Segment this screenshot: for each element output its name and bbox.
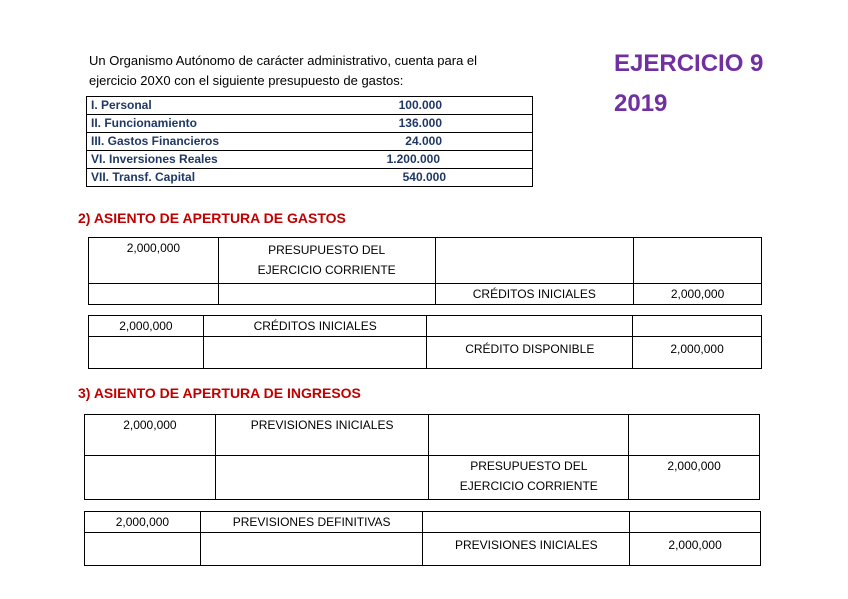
budget-amount: 136.000 (316, 115, 533, 133)
credit-amount: 2,000,000 (634, 284, 762, 305)
debit-account-line-2: EJERCICIO CORRIENTE (257, 263, 396, 277)
empty-cell (429, 415, 629, 456)
empty-cell (89, 337, 204, 369)
budget-amount: 24.000 (316, 133, 533, 151)
debit-account: PREVISIONES INICIALES (215, 415, 429, 456)
credit-account (429, 456, 629, 500)
debit-amount: 2,000,000 (85, 415, 216, 456)
credit-amount: 2,000,000 (629, 456, 760, 500)
empty-cell (203, 337, 427, 369)
empty-cell (85, 456, 216, 500)
budget-label: II. Funcionamiento (87, 115, 317, 133)
credit-account: CRÉDITO DISPONIBLE (427, 337, 633, 369)
budget-row (87, 169, 533, 187)
exercise-title-line-1: EJERCICIO 9 (614, 50, 764, 77)
empty-cell (200, 533, 423, 566)
section-2-heading: 2) ASIENTO DE APERTURA DE GASTOS (78, 210, 346, 226)
journal-entry-ingresos-2 (84, 511, 761, 566)
empty-cell (423, 512, 630, 533)
empty-cell (427, 316, 633, 337)
budget-table (86, 96, 533, 187)
empty-cell (633, 316, 762, 337)
journal-entry-ingresos-1 (84, 414, 760, 500)
debit-amount: 2,000,000 (85, 512, 201, 533)
section-3-heading: 3) ASIENTO DE APERTURA DE INGRESOS (78, 385, 361, 401)
journal-entry-gastos-1 (88, 237, 762, 305)
budget-row (87, 133, 533, 151)
intro-text (89, 51, 549, 91)
journal-entry-gastos-2 (88, 315, 762, 369)
budget-row (87, 151, 533, 169)
exercise-title-line-2: 2019 (614, 90, 668, 117)
budget-row (87, 97, 533, 115)
credit-amount: 2,000,000 (633, 337, 762, 369)
budget-amount: 100.000 (316, 97, 533, 115)
debit-account-line-1: PRESUPUESTO DEL (268, 243, 386, 257)
empty-cell (215, 456, 429, 500)
budget-amount: 540.000 (316, 169, 533, 187)
budget-label: I. Personal (87, 97, 317, 115)
empty-cell (218, 284, 435, 305)
empty-cell (89, 284, 219, 305)
debit-amount: 2,000,000 (89, 238, 219, 284)
budget-label: VI. Inversiones Reales (87, 151, 317, 169)
empty-cell (634, 238, 762, 284)
budget-label: VII. Transf. Capital (87, 169, 317, 187)
credit-amount: 2,000,000 (630, 533, 761, 566)
intro-line-1: Un Organismo Autónomo de carácter administrativo, cuenta para el (89, 53, 478, 68)
credit-account-line-1: PRESUPUESTO DEL (470, 459, 588, 473)
empty-cell (85, 533, 201, 566)
budget-amount: 1.200.000 (316, 151, 533, 169)
credit-account: CRÉDITOS INICIALES (435, 284, 634, 305)
credit-account-line-2: EJERCICIO CORRIENTE (459, 479, 598, 493)
exercise-title (614, 44, 763, 124)
debit-account: CRÉDITOS INICIALES (203, 316, 427, 337)
debit-account: PREVISIONES DEFINITIVAS (200, 512, 423, 533)
budget-label: III. Gastos Financieros (87, 133, 317, 151)
empty-cell (630, 512, 761, 533)
intro-line-2: ejercicio 20X0 con el siguiente presupuesto de gastos: (89, 73, 404, 88)
credit-account: PREVISIONES INICIALES (423, 533, 630, 566)
empty-cell (435, 238, 634, 284)
debit-amount: 2,000,000 (89, 316, 204, 337)
budget-row (87, 115, 533, 133)
empty-cell (629, 415, 760, 456)
debit-account (218, 238, 435, 284)
